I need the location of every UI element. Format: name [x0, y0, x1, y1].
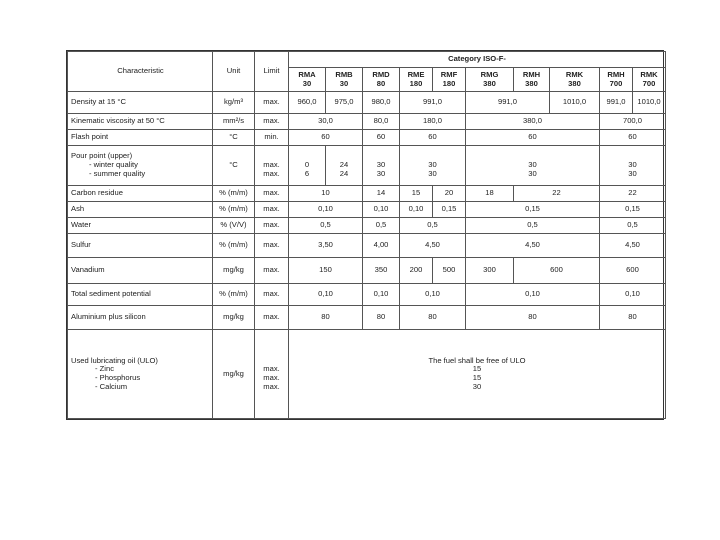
carbon-label: Carbon residue	[68, 186, 213, 202]
vanadium-rmf: 500	[433, 258, 466, 284]
density-rma: 960,0	[289, 92, 326, 114]
water-limit: max.	[255, 218, 289, 234]
alsi-rmh-rmk700: 80	[600, 306, 666, 330]
pour-rmb: 24 24	[326, 146, 363, 186]
vanadium-rmh-rmk380: 600	[514, 258, 600, 284]
sulfur-rme-rmf: 4,50	[400, 234, 466, 258]
alsi-rma-rmb: 80	[289, 306, 363, 330]
viscosity-rma-rmb: 30,0	[289, 114, 363, 130]
pour-limit: max. max.	[255, 146, 289, 186]
density-limit: max.	[255, 92, 289, 114]
viscosity-unit: mm²/s	[213, 114, 255, 130]
fuel-spec-table-sheet	[66, 50, 664, 420]
sediment-rmg-rmk380: 0,10	[466, 284, 600, 306]
limit-header: Limit	[255, 52, 289, 92]
sediment-rmh-rmk700: 0,10	[600, 284, 666, 306]
water-rme-rmf: 0,5	[400, 218, 466, 234]
density-rmd: 980,0	[363, 92, 400, 114]
water-rmd: 0,5	[363, 218, 400, 234]
grade-rmg380: RMG 380	[466, 68, 514, 92]
water-rma-rmb: 0,5	[289, 218, 363, 234]
density-rmk700: 1010,0	[633, 92, 666, 114]
density-rmh700: 991,0	[600, 92, 633, 114]
water-unit: % (V/V)	[213, 218, 255, 234]
fuel-spec-table	[67, 51, 666, 419]
sediment-label: Total sediment potential	[68, 284, 213, 306]
flash-limit: min.	[255, 130, 289, 146]
alsi-rme-rmf: 80	[400, 306, 466, 330]
ash-rma-rmb: 0,10	[289, 202, 363, 218]
water-row	[68, 218, 666, 234]
ash-rme: 0,10	[400, 202, 433, 218]
alsi-label: Aluminium plus silicon	[68, 306, 213, 330]
vanadium-label: Vanadium	[68, 258, 213, 284]
flash-rme-rmf: 60	[400, 130, 466, 146]
density-row	[68, 92, 666, 114]
vanadium-unit: mg/kg	[213, 258, 255, 284]
sulfur-rmd: 4,00	[363, 234, 400, 258]
viscosity-rmg-rmk380: 380,0	[466, 114, 600, 130]
pour-rme-rmf: 30 30	[400, 146, 466, 186]
grade-rmd80: RMD 80	[363, 68, 400, 92]
flash-rmg-rmk380: 60	[466, 130, 600, 146]
flash-rma-rmb: 60	[289, 130, 363, 146]
viscosity-rme-rmf: 180,0	[400, 114, 466, 130]
category-header-row	[68, 52, 666, 68]
ash-limit: max.	[255, 202, 289, 218]
grade-rmk700: RMK 700	[633, 68, 666, 92]
grade-rme180: RME 180	[400, 68, 433, 92]
ulo-limit: max. max. max.	[255, 330, 289, 419]
ash-rmg-rmk380: 0,15	[466, 202, 600, 218]
ash-row	[68, 202, 666, 218]
density-rmb: 975,0	[326, 92, 363, 114]
alsi-limit: max.	[255, 306, 289, 330]
sulfur-label: Sulfur	[68, 234, 213, 258]
flash-point-row	[68, 130, 666, 146]
pour-point-row	[68, 146, 666, 186]
vanadium-rmh-rmk700: 600	[600, 258, 666, 284]
water-rmh-rmk700: 0,5	[600, 218, 666, 234]
pour-label: Pour point (upper) - winter quality - summer quality	[68, 146, 213, 186]
carbon-unit: % (m/m)	[213, 186, 255, 202]
density-rme-rmf: 991,0	[400, 92, 466, 114]
density-rmg-rmh: 991,0	[466, 92, 550, 114]
category-title: Category ISO-F-	[289, 52, 666, 68]
vanadium-rme: 200	[400, 258, 433, 284]
ulo-unit: mg/kg	[213, 330, 255, 419]
unit-header: Unit	[213, 52, 255, 92]
vanadium-rmg: 300	[466, 258, 514, 284]
sediment-row	[68, 284, 666, 306]
characteristic-header: Characteristic	[68, 52, 213, 92]
flash-label: Flash point	[68, 130, 213, 146]
density-rmk380: 1010,0	[550, 92, 600, 114]
carbon-rmd: 14	[363, 186, 400, 202]
viscosity-row	[68, 114, 666, 130]
ulo-row	[68, 330, 666, 419]
ulo-note: The fuel shall be free of ULO	[428, 355, 526, 365]
sulfur-rma-rmb: 3,50	[289, 234, 363, 258]
grade-rmf180: RMF 180	[433, 68, 466, 92]
pour-rmg-rmk380: 30 30	[466, 146, 600, 186]
pour-unit: °C	[213, 146, 255, 186]
carbon-rmh-rmk380: 22	[514, 186, 600, 202]
viscosity-label: Kinematic viscosity at 50 °C	[68, 114, 213, 130]
water-rmg-rmk380: 0,5	[466, 218, 600, 234]
sediment-rma-rmb: 0,10	[289, 284, 363, 306]
pour-rmh-rmk700: 30 30	[600, 146, 666, 186]
ulo-zinc-value: 15	[472, 364, 482, 374]
carbon-rmg: 18	[466, 186, 514, 202]
ulo-values	[289, 330, 666, 419]
grade-rma30: RMA 30	[289, 68, 326, 92]
ash-rmf: 0,15	[433, 202, 466, 218]
pour-rma: 0 6	[289, 146, 326, 186]
vanadium-row	[68, 258, 666, 284]
carbon-limit: max.	[255, 186, 289, 202]
ash-unit: % (m/m)	[213, 202, 255, 218]
ulo-calcium-value: 30	[472, 381, 482, 391]
carbon-rme: 15	[400, 186, 433, 202]
viscosity-rmh-rmk700: 700,0	[600, 114, 666, 130]
grade-rmb30: RMB 30	[326, 68, 363, 92]
sulfur-rmh-rmk700: 4,50	[600, 234, 666, 258]
viscosity-rmd: 80,0	[363, 114, 400, 130]
sulfur-unit: % (m/m)	[213, 234, 255, 258]
density-unit: kg/m³	[213, 92, 255, 114]
ash-label: Ash	[68, 202, 213, 218]
sediment-unit: % (m/m)	[213, 284, 255, 306]
aluminium-silicon-row	[68, 306, 666, 330]
ash-rmh-rmk700: 0,15	[600, 202, 666, 218]
sulfur-rmg-rmk380: 4,50	[466, 234, 600, 258]
alsi-rmg-rmk380: 80	[466, 306, 600, 330]
flash-rmd: 60	[363, 130, 400, 146]
vanadium-rma-rmb: 150	[289, 258, 363, 284]
ulo-label: Used lubricating oil (ULO) - Zinc - Phosphorus - Calcium	[68, 330, 213, 419]
alsi-unit: mg/kg	[213, 306, 255, 330]
sulfur-limit: max.	[255, 234, 289, 258]
flash-rmh-rmk700: 60	[600, 130, 666, 146]
sediment-limit: max.	[255, 284, 289, 306]
viscosity-limit: max.	[255, 114, 289, 130]
vanadium-limit: max.	[255, 258, 289, 284]
carbon-rmh-rmk700: 22	[600, 186, 666, 202]
density-label: Density at 15 °C	[68, 92, 213, 114]
vanadium-rmd: 350	[363, 258, 400, 284]
grade-rmh700: RMH 700	[600, 68, 633, 92]
ash-rmd: 0,10	[363, 202, 400, 218]
grade-rmk380: RMK 380	[550, 68, 600, 92]
sulfur-row	[68, 234, 666, 258]
sediment-rme-rmf: 0,10	[400, 284, 466, 306]
flash-unit: °C	[213, 130, 255, 146]
carbon-residue-row	[68, 186, 666, 202]
carbon-rma-rmb: 10	[289, 186, 363, 202]
grade-rmh380: RMH 380	[514, 68, 550, 92]
ulo-phosphorus-value: 15	[472, 373, 482, 382]
carbon-rmf: 20	[433, 186, 466, 202]
pour-rmd: 30 30	[363, 146, 400, 186]
water-label: Water	[68, 218, 213, 234]
sediment-rmd: 0,10	[363, 284, 400, 306]
alsi-rmd: 80	[363, 306, 400, 330]
